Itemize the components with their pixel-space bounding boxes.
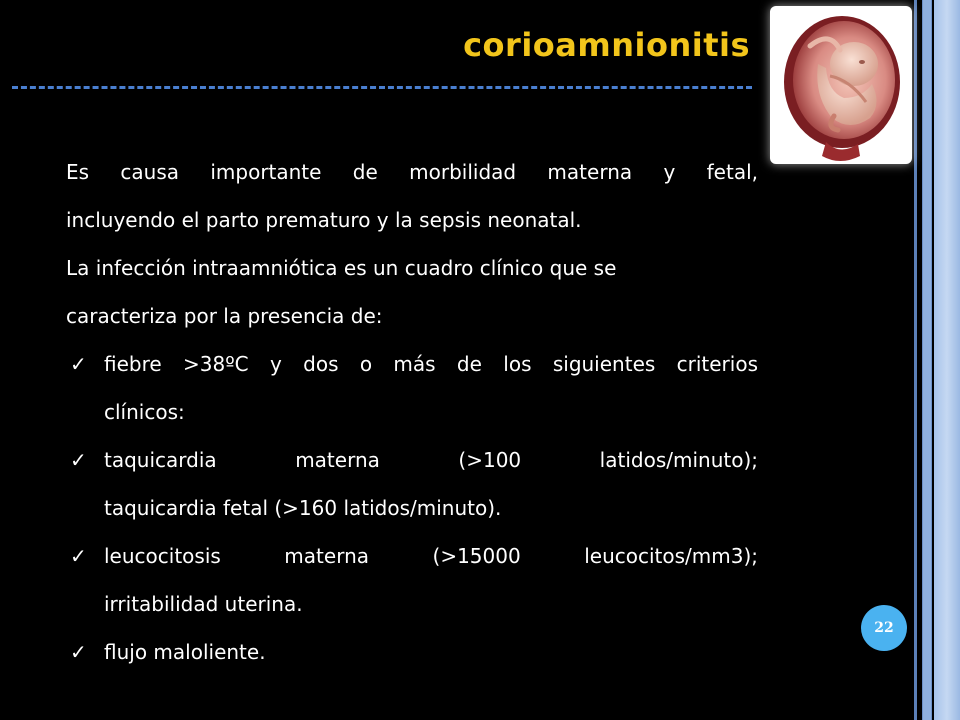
list-item [66, 436, 758, 532]
intro-paragraph [66, 148, 758, 244]
page-number-badge: 22 [861, 605, 907, 651]
text-line: clínicos: [104, 400, 185, 424]
slide-title: corioamnionitis [463, 26, 750, 64]
list-item [66, 628, 758, 676]
text-line: caracteriza por la presencia de: [66, 304, 383, 328]
side-bar-wide [934, 0, 960, 720]
list-item [66, 340, 758, 436]
fetus-in-uterus-illustration [770, 6, 912, 164]
side-bar-middle [922, 0, 932, 720]
list-item [66, 532, 758, 628]
text-line: leucocitosis materna (>15000 leucocitos/mm3); [104, 544, 758, 568]
text-line: taquicardia fetal (>160 latidos/minuto). [104, 496, 502, 520]
checkmark-icon: ✓ [70, 544, 87, 568]
text-line: taquicardia materna (>100 latidos/minuto); [104, 448, 758, 472]
text-line: incluyendo el parto prematuro y la sepsis neonatal. [66, 208, 582, 232]
title-divider [12, 86, 752, 89]
slide-body [66, 148, 758, 676]
text-line: irritabilidad uterina. [104, 592, 303, 616]
text-line: Es causa importante de morbilidad materna y fetal, [66, 160, 758, 184]
text-line: La infección intraamniótica es un cuadro clínico que se [66, 256, 617, 280]
text-line: flujo maloliente. [104, 640, 266, 664]
checkmark-icon: ✓ [70, 448, 87, 472]
side-bar-thin [914, 0, 917, 720]
text-line: fiebre >38ºC y dos o más de los siguientes criterios [104, 352, 758, 376]
definition-paragraph [66, 244, 758, 340]
checkmark-icon: ✓ [70, 640, 87, 664]
fetus-image [770, 6, 912, 164]
checkmark-icon: ✓ [70, 352, 87, 376]
